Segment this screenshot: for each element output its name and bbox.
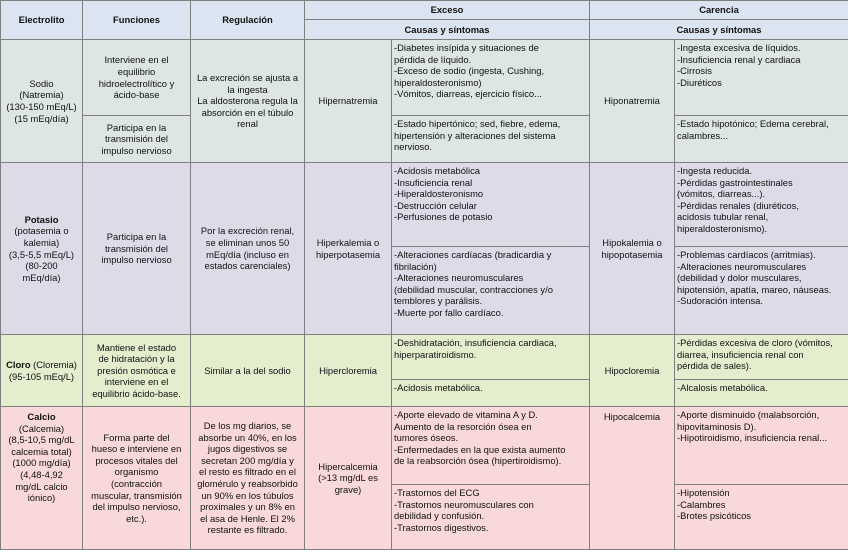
header-causas-exceso: Causas y síntomas	[305, 20, 590, 40]
potasio-electrolito: Potasio (potasemia o kalemia) (3,5-5,5 mEq/L) (80-200 mEq/día)	[1, 163, 83, 335]
potasio-funcion: Participa en la transmisión del impulso nervioso	[83, 163, 191, 335]
cloro-exceso-name: Hipercloremia	[305, 335, 392, 407]
cloro-exceso-causas: -Deshidratación, insuficiencia cardiaca, hiperparatiroidismo.	[392, 335, 590, 380]
cloro-carencia-causas: -Pérdidas excesiva de cloro (vómitos, diarrea, insuficiencia renal con pérdida de sales).	[675, 335, 848, 380]
sodio-exceso-sintomas: -Estado hipertónico; sed, fiebre, edema, hipertensión y alteraciones del sistema nervioso.	[392, 116, 590, 163]
cloro-regulacion: Similar a la del sodio	[191, 335, 305, 407]
calcio-exceso-name: Hipercalcemia (>13 mg/dL es grave)	[305, 407, 392, 550]
calcio-exceso-sintomas: -Trastornos del ECG -Trastornos neuromusculares con debilidad y confusión. -Trastornos digestivos.	[392, 485, 590, 550]
potasio-exceso-sintomas: -Alteraciones cardíacas (bradicardia y fibrilación) -Alteraciones neuromusculares (debilidad muscular, contracciones y/o temblores y parálisis. -Muerte por fallo cardíaco.	[392, 247, 590, 335]
header-carencia: Carencia	[590, 1, 848, 20]
sodio-funcion-2: Participa en la transmisión del impulso nervioso	[83, 116, 191, 163]
header-exceso: Exceso	[305, 1, 590, 20]
calcio-funcion: Forma parte del hueso e interviene en procesos vitales del organismo (contracción muscular, transmisión del impulso nervioso, etc.).	[83, 407, 191, 550]
calcio-exceso-causas: -Aporte elevado de vitamina A y D. Aumento de la resorción ósea en tumores óseos. -Enfermedades en la que exista aumento de la reabsorción ósea (hipertiroidismo).	[392, 407, 590, 485]
cloro-electrolito: Cloro (Cloremia) (95-105 mEq/L)	[1, 335, 83, 407]
header-electrolito: Electrolito	[1, 1, 83, 40]
header-causas-carencia: Causas y síntomas	[590, 20, 848, 40]
potasio-carencia-causas: -Ingesta reducida. -Pérdidas gastrointestinales (vómitos, diarreas...). -Pérdidas renales (diuréticos, acidosis tubular renal, hiperaldosteronismo).	[675, 163, 848, 247]
header-funciones: Funciones	[83, 1, 191, 40]
header-regulacion: Regulación	[191, 1, 305, 40]
potasio-regulacion: Por la excreción renal, se eliminan unos 50 mEq/día (incluso en estados carenciales)	[191, 163, 305, 335]
calcio-carencia-sintomas: -Hipotensión -Calambres -Brotes psicóticos	[675, 485, 848, 550]
cloro-carencia-name: Hipocloremia	[590, 335, 675, 407]
potasio-exceso-causas: -Acidosis metabólica -Insuficiencia renal -Hiperaldosteronismo -Destrucción celular -Perfusiones de potasio	[392, 163, 590, 247]
cloro-carencia-sintomas: -Alcalosis metabólica.	[675, 380, 848, 407]
cloro-funcion: Mantiene el estado de hidratación y la presión osmótica e interviene en el equilibrio ácido-base.	[83, 335, 191, 407]
potasio-exceso-name: Hiperkalemia o hiperpotasemia	[305, 163, 392, 335]
sodio-carencia-causas: -Ingesta excesiva de líquidos. -Insuficiencia renal y cardiaca -Cirrosis -Diuréticos	[675, 40, 848, 116]
sodio-exceso-causas: -Diabetes insípida y situaciones de pérdida de líquido. -Exceso de sodio (ingesta, Cushing, hiperaldosteronismo) -Vómitos, diarreas, ejercicio físico...	[392, 40, 590, 116]
sodio-electrolito: Sodio (Natremia) (130-150 mEq/L) (15 mEq/día)	[1, 40, 83, 163]
sodio-carencia-name: Hiponatremia	[590, 40, 675, 163]
sodio-funcion-1: Interviene en el equilibrio hidroelectrolítico y ácido-base	[83, 40, 191, 116]
potasio-carencia-sintomas: -Problemas cardíacos (arritmias). -Alteraciones neuromusculares (debilidad y dolor musculares, hipotensión, apatía, mareo, náuseas. -Sudoración intensa.	[675, 247, 848, 335]
sodio-exceso-name: Hipernatremia	[305, 40, 392, 163]
sodio-carencia-sintomas: -Estado hipotónico; Edema cerebral, calambres...	[675, 116, 848, 163]
cloro-exceso-sintomas: -Acidosis metabólica.	[392, 380, 590, 407]
potasio-carencia-name: Hipokalemia o hipopotasemia	[590, 163, 675, 335]
calcio-electrolito: Calcio (Calcemia) (8,5-10,5 mg/dL calcemia total) (1000 mg/día) (4,48-4,92 mg/dL calcio iónico)	[1, 407, 83, 550]
calcio-carencia-name: Hipocalcemia	[590, 407, 675, 550]
calcio-carencia-causas: -Aporte disminuido (malabsorción, hipovitaminosis D). -Hipotiroidismo, insuficiencia renal...	[675, 407, 848, 485]
sodio-regulacion: La excreción se ajusta a la ingesta La aldosterona regula la absorción en el túbulo renal	[191, 40, 305, 163]
calcio-regulacion: De los mg diarios, se absorbe un 40%, en los jugos digestivos se secretan 200 mg/día y el resto es filtrado en el glomérulo y reabsorbido un 90% en los túbulos proximales y un 8% en el asa de Henle. El 2% restante es filtrado.	[191, 407, 305, 550]
